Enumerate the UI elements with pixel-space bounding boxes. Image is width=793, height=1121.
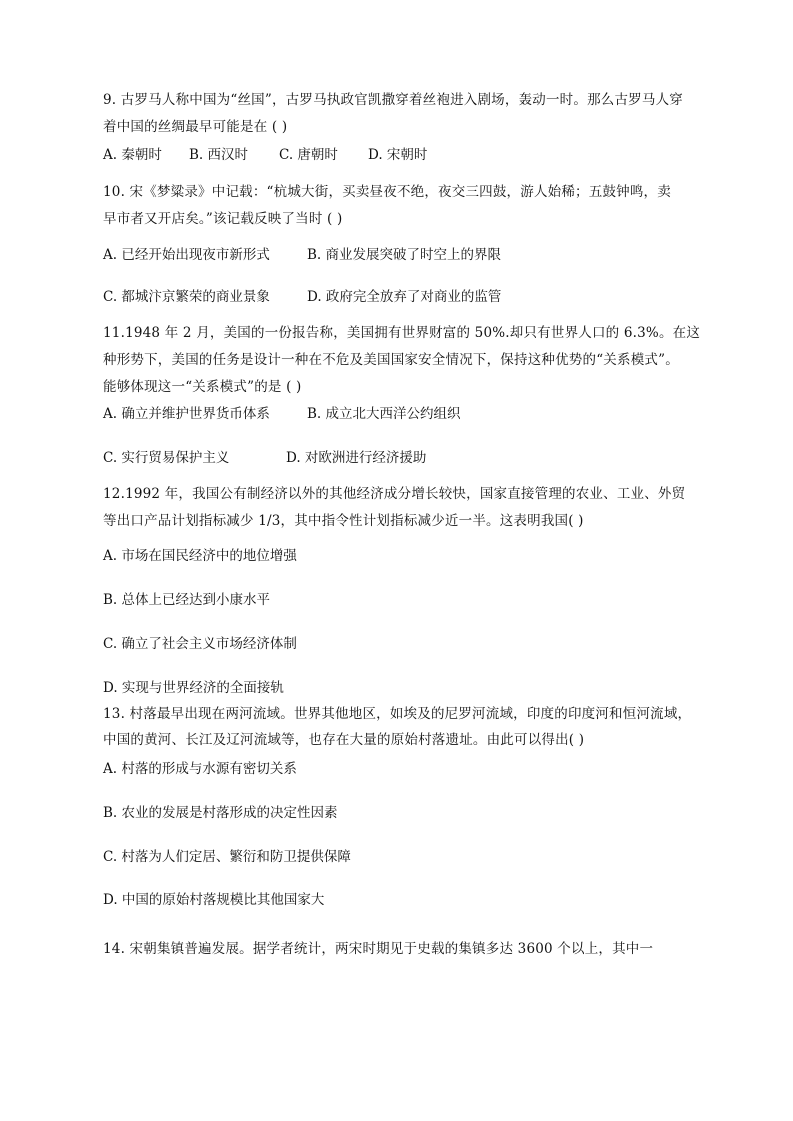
- q11-stem-line-1: 11.1948 年 2 月，美国的一份报告称，美国拥有世界财富的 50%.却只有世界人口的 6.3%。在这: [103, 325, 701, 341]
- q10-option-c: C. 都城汴京繁荣的商业景象: [103, 289, 270, 305]
- q11-option-c: C. 实行贸易保护主义: [103, 450, 230, 466]
- q13-option-d: D. 中国的原始村落规模比其他国家大: [103, 892, 325, 908]
- q9-stem-line-1: 9. 古罗马人称中国为“丝国”，古罗马执政官凯撒穿着丝袍进入剧场，轰动一时。那么古罗马人穿: [103, 92, 683, 108]
- q11-stem-line-3: 能够体现这一“关系模式”的是 ( ): [103, 379, 302, 395]
- q9-option-b: B. 西汉时: [189, 147, 249, 163]
- q9-option-d: D. 宋朝时: [368, 147, 428, 163]
- q10-stem-line-2: 早市者又开店矣。”该记载反映了当时 ( ): [103, 211, 343, 227]
- q11-option-a: A. 确立并维护世界货币体系: [103, 406, 270, 422]
- q13-option-b: B. 农业的发展是村落形成的决定性因素: [103, 805, 338, 821]
- q12-stem-line-2: 等出口产品计划指标减少 1/3，其中指令性计划指标减少近一半。这表明我国( ): [103, 513, 584, 529]
- q12-option-a: A. 市场在国民经济中的地位增强: [103, 548, 297, 564]
- q14-stem-line-1: 14. 宋朝集镇普遍发展。据学者统计，两宋时期见于史载的集镇多达 3600 个以上，其中一: [103, 941, 654, 957]
- q11-stem-line-2: 种形势下，美国的任务是设计一种在不危及美国国家安全情况下，保持这种优势的“关系模式”。: [103, 352, 679, 368]
- q10-stem-line-1: 10. 宋《梦粱录》中记载：“杭城大街，买卖昼夜不绝，夜交三四鼓，游人始稀；五鼓钟鸣，卖: [103, 184, 671, 200]
- q10-option-a: A. 已经开始出现夜市新形式: [103, 247, 270, 263]
- q10-option-d: D. 政府完全放弃了对商业的监管: [307, 289, 502, 305]
- q11-option-d: D. 对欧洲进行经济援助: [286, 450, 427, 466]
- q12-option-b: B. 总体上已经达到小康水平: [103, 592, 271, 608]
- q11-option-b: B. 成立北大西洋公约组织: [307, 406, 461, 422]
- q12-option-d: D. 实现与世界经济的全面接轨: [103, 680, 284, 696]
- q13-stem-line-2: 中国的黄河、长江及辽河流域等，也存在大量的原始村落遗址。由此可以得出( ): [103, 732, 585, 748]
- q9-option-a: A. 秦朝时: [103, 147, 162, 163]
- q9-option-c: C. 唐朝时: [279, 147, 338, 163]
- q13-option-c: C. 村落为人们定居、繁衍和防卫提供保障: [103, 849, 351, 865]
- q12-option-c: C. 确立了社会主义市场经济体制: [103, 636, 297, 652]
- q10-option-b: B. 商业发展突破了时空上的界限: [307, 247, 502, 263]
- q9-stem-line-2: 着中国的丝绸最早可能是在 ( ): [103, 119, 288, 135]
- q13-option-a: A. 村落的形成与水源有密切关系: [103, 761, 297, 777]
- q13-stem-line-1: 13. 村落最早出现在两河流域。世界其他地区，如埃及的尼罗河流域，印度的印度河和恒河流域，: [103, 706, 692, 722]
- q12-stem-line-1: 12.1992 年，我国公有制经济以外的其他经济成分增长较快，国家直接管理的农业、工业、外贸: [103, 486, 686, 502]
